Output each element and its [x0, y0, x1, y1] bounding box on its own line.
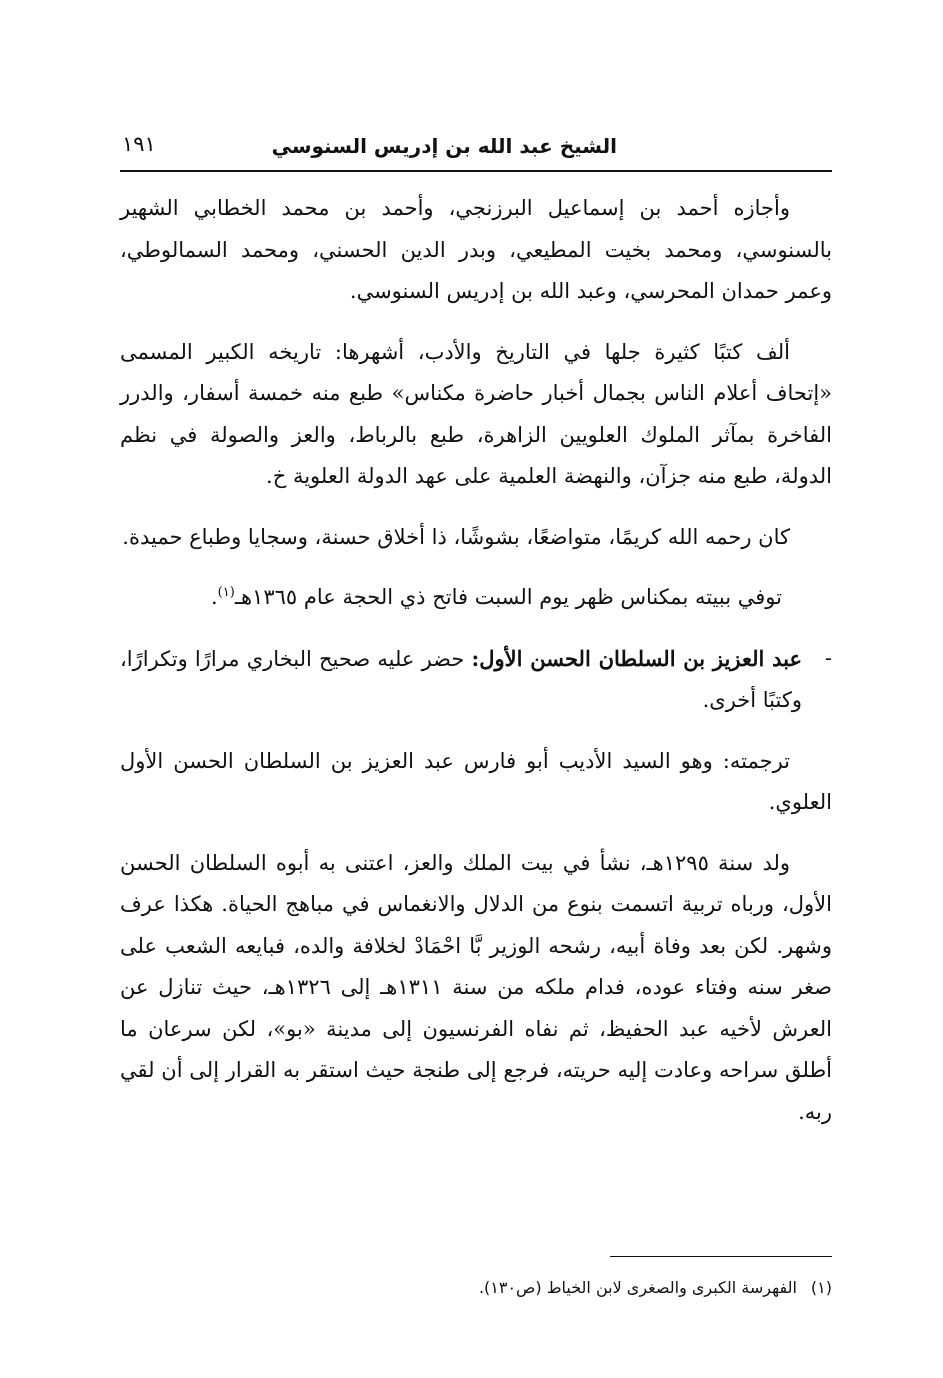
paragraph-works: ألف كتبًا كثيرة جلها في التاريخ والأدب، أشهرها: تاريخه الكبير المسمى «إتحاف أعلام الناس بجمال أخبار حاضرة مكناس» طبع منه خمسة أسفار، والدرر الفاخرة بمآثر الملوك العلويين الزاهرة، طبع بالرباط، والعز والصولة في نظم الدولة، طبع منه جزآن، والنهضة العلمية على عهد الدولة العلوية خ. [120, 339, 832, 488]
paragraph-character: كان رحمه الله كريمًا، متواضعًا، بشوشًا، ذا أخلاق حسنة، وسجايا وطباع حميدة. [122, 524, 790, 549]
paragraph-ijazah: وأجازه أحمد بن إسماعيل البرزنجي، وأحمد بن محمد الخطابي الشهير بالسنوسي، ومحمد بخيت المطيعي، وبدر الدين الحسني، ومحمد السمالوطي، وعمر حمدان المحرسي، وعبد الله بن إدريس السنوسي. [120, 196, 832, 303]
footnote-text: الفهرسة الكبرى والصغرى لابن الخياط (ص١٣٠). [478, 1278, 797, 1297]
footnote-rule [610, 1256, 832, 1257]
footnote [120, 1275, 832, 1301]
death-period: . [210, 585, 218, 609]
paragraph-biography: ترجمته: وهو السيد الأديب أبو فارس عبد العزيز بن السلطان الحسن الأول العلوي. [120, 748, 832, 814]
paragraph-death [120, 577, 832, 619]
death-text: توفي ببيته بمكناس ظهر يوم السبت فاتح ذي الحجة عام ١٣٦٥هـ [234, 585, 782, 609]
entry-abdelaziz [120, 638, 832, 722]
running-title: الشيخ عبد الله بن إدريس السنوسي [271, 134, 617, 158]
header-rule [120, 170, 832, 172]
footnote-reference: (١) [217, 585, 235, 600]
page-header [120, 128, 832, 168]
footnote-marker: (١) [810, 1278, 832, 1297]
entry-dash: - [824, 645, 832, 670]
paragraph-life: ولد سنة ١٢٩٥هـ، نشأ في بيت الملك والعز، اعتنى به أبوه السلطان الحسن الأول، ورباه تربية اتسمت بنوع من الدلال والانغماس في مباهج الحياة. هكذا عرف وشهر. لكن بعد وفاة أبيه، رشحه الوزير بَّا احْمَادْ لخلافة والده، فبايعه الشعب على صغر سنه وفتاء عوده، فدام ملكه من سنة ١٣١١هـ إلى ١٣٢٦هـ، حيث تنازل عن العرش لأخيه عبد الحفيظ، ثم نفاه الفرنسيون إلى مدينة «بو»، لكن سرعان ما أطلق سراحه وعادت إليه حريته، فرجع إلى طنجة حيث استقر به القرار إلى أن لقي ربه. [120, 850, 833, 1124]
page-number: ١٩١ [122, 132, 156, 156]
entry-text: حضر عليه صحيح البخاري مرارًا وتكرارًا، وكتبًا أخرى. [120, 646, 802, 712]
entry-name: عبد العزيز بن السلطان الحسن الأول: [471, 645, 802, 671]
body-text [120, 188, 832, 1152]
